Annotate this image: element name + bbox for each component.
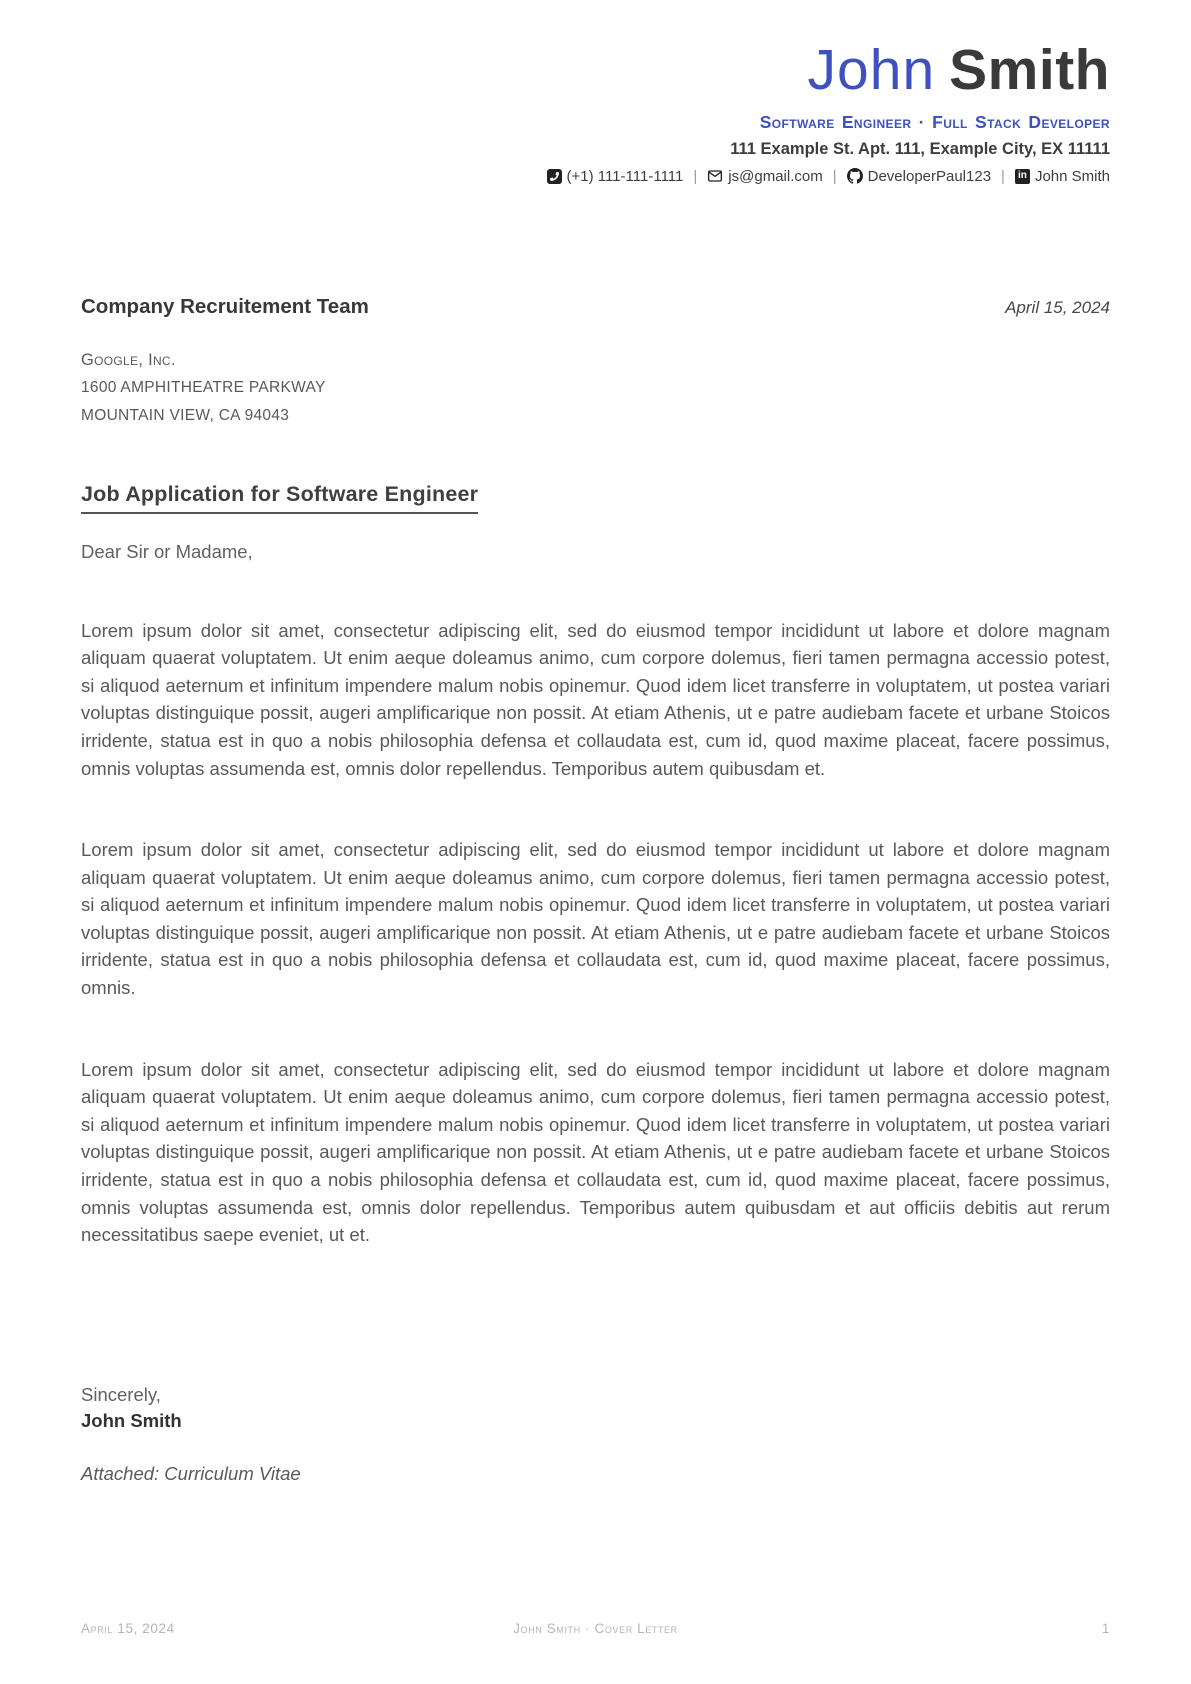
footer-page-number: 1 [1101,1621,1110,1636]
body-paragraph: Lorem ipsum dolor sit amet, consectetur adipiscing elit, sed do eiusmod tempor incididunt ut labore et dolore magnam aliquam quaerat voluptatem. Ut enim aeque doleamus animo, cum corpore dolemus, fieri tamen permagna accessio potest, si aliquod aeternum et infinitum impendere malum nobis opinemur. Quod idem licet transferre in voluptatem, ut postea variari voluptas distinguique possit, augeri amplificarique non possit. At etiam Athenis, ut e patre audiebam facete et urbane Stoicos irridente, statua est in quo a nobis philosophia defensa et collaudata est, cum id, quod maxime placeat, facere possimus, omnis voluptas assumenda est, omnis dolor repellendus. Temporibus autem quibusdam et aut officiis debitis aut rerum necessitatibus saepe eveniet, ut et. [81,1058,1110,1246]
body-paragraph: Lorem ipsum dolor sit amet, consectetur adipiscing elit, sed do eiusmod tempor incididunt ut labore et dolore magnam aliquam quaerat voluptatem. Ut enim aeque doleamus animo, cum corpore dolemus, fieri tamen permagna accessio potest, si aliquod aeternum et infinitum impendere malum nobis opinemur. Quod idem licet transferre in voluptatem, ut postea variari voluptas distinguique possit, augeri amplificarique non possit. At etiam Athenis, ut e patre audiebam facete et urbane Stoicos irridente, statua est in quo a nobis philosophia defensa et collaudata est, cum id, quod maxime placeat, facere possimus, omnis. [81,839,1110,999]
email-address: js@gmail.com [728,167,823,185]
phone-link[interactable] [547,168,684,185]
first-name: John [807,38,936,102]
recipient-address-line1: 1600 AMPHITHEATRE PARKWAY [81,378,326,396]
email-icon [707,168,723,184]
person-name [81,40,1110,102]
separator: | [693,167,698,185]
last-name: Smith [949,38,1110,102]
linkedin-name: John Smith [1034,167,1110,185]
recipient-name: Company Recruitement Team [81,294,369,318]
phone-number: (+1) 111-111-1111 [566,167,684,185]
closing: Sincerely, [81,1383,161,1405]
recipient-row [81,295,1110,319]
footer-date: April 15, 2024 [81,1621,175,1636]
footer-title: John Smith · Cover Letter [513,1621,678,1636]
linkedin-link[interactable] [1015,168,1110,185]
sender-address: 111 Example St. Apt. 111, Example City, EX 11111 [730,139,1110,158]
attachment-note: Attached: Curriculum Vitae [81,1462,301,1484]
signature-name: John Smith [81,1409,182,1431]
phone-icon [547,169,562,184]
letter-date: April 15, 2024 [1005,297,1110,317]
header [81,40,1110,185]
github-handle: DeveloperPaul123 [867,167,992,185]
salutation: Dear Sir or Madame, [81,540,253,562]
separator: | [832,167,837,185]
subject-line: Job Application for Software Engineer [81,482,478,514]
recipient-address-line2: MOUNTAIN VIEW, CA 94043 [81,406,290,424]
linkedin-icon: in [1015,169,1030,184]
email-link[interactable] [707,168,822,185]
github-link[interactable] [847,168,991,185]
contact-line [81,168,1110,185]
job-tagline: Software Engineer · Full Stack Developer [759,111,1110,132]
recipient-address-block [81,346,1110,430]
separator: | [1001,167,1005,185]
github-icon [847,168,863,184]
page-footer [81,1621,1110,1636]
recipient-org: Google, Inc. [81,350,176,369]
body-paragraph: Lorem ipsum dolor sit amet, consectetur adipiscing elit, sed do eiusmod tempor incididunt ut labore et dolore magnam aliquam quaerat voluptatem. Ut enim aeque doleamus animo, cum corpore dolemus, fieri tamen permagna accessio potest, si aliquod aeternum et infinitum impendere malum nobis opinemur. Quod idem licet transferre in voluptatem, ut postea variari voluptas distinguique possit, augeri amplificarique non possit. At etiam Athenis, ut e patre audiebam facete et urbane Stoicos irridente, statua est in quo a nobis philosophia defensa et collaudata est, cum id, quod maxime placeat, facere possimus, omnis voluptas assumenda est, omnis dolor repellendus. Temporibus autem quibusdam et. [81,619,1110,779]
